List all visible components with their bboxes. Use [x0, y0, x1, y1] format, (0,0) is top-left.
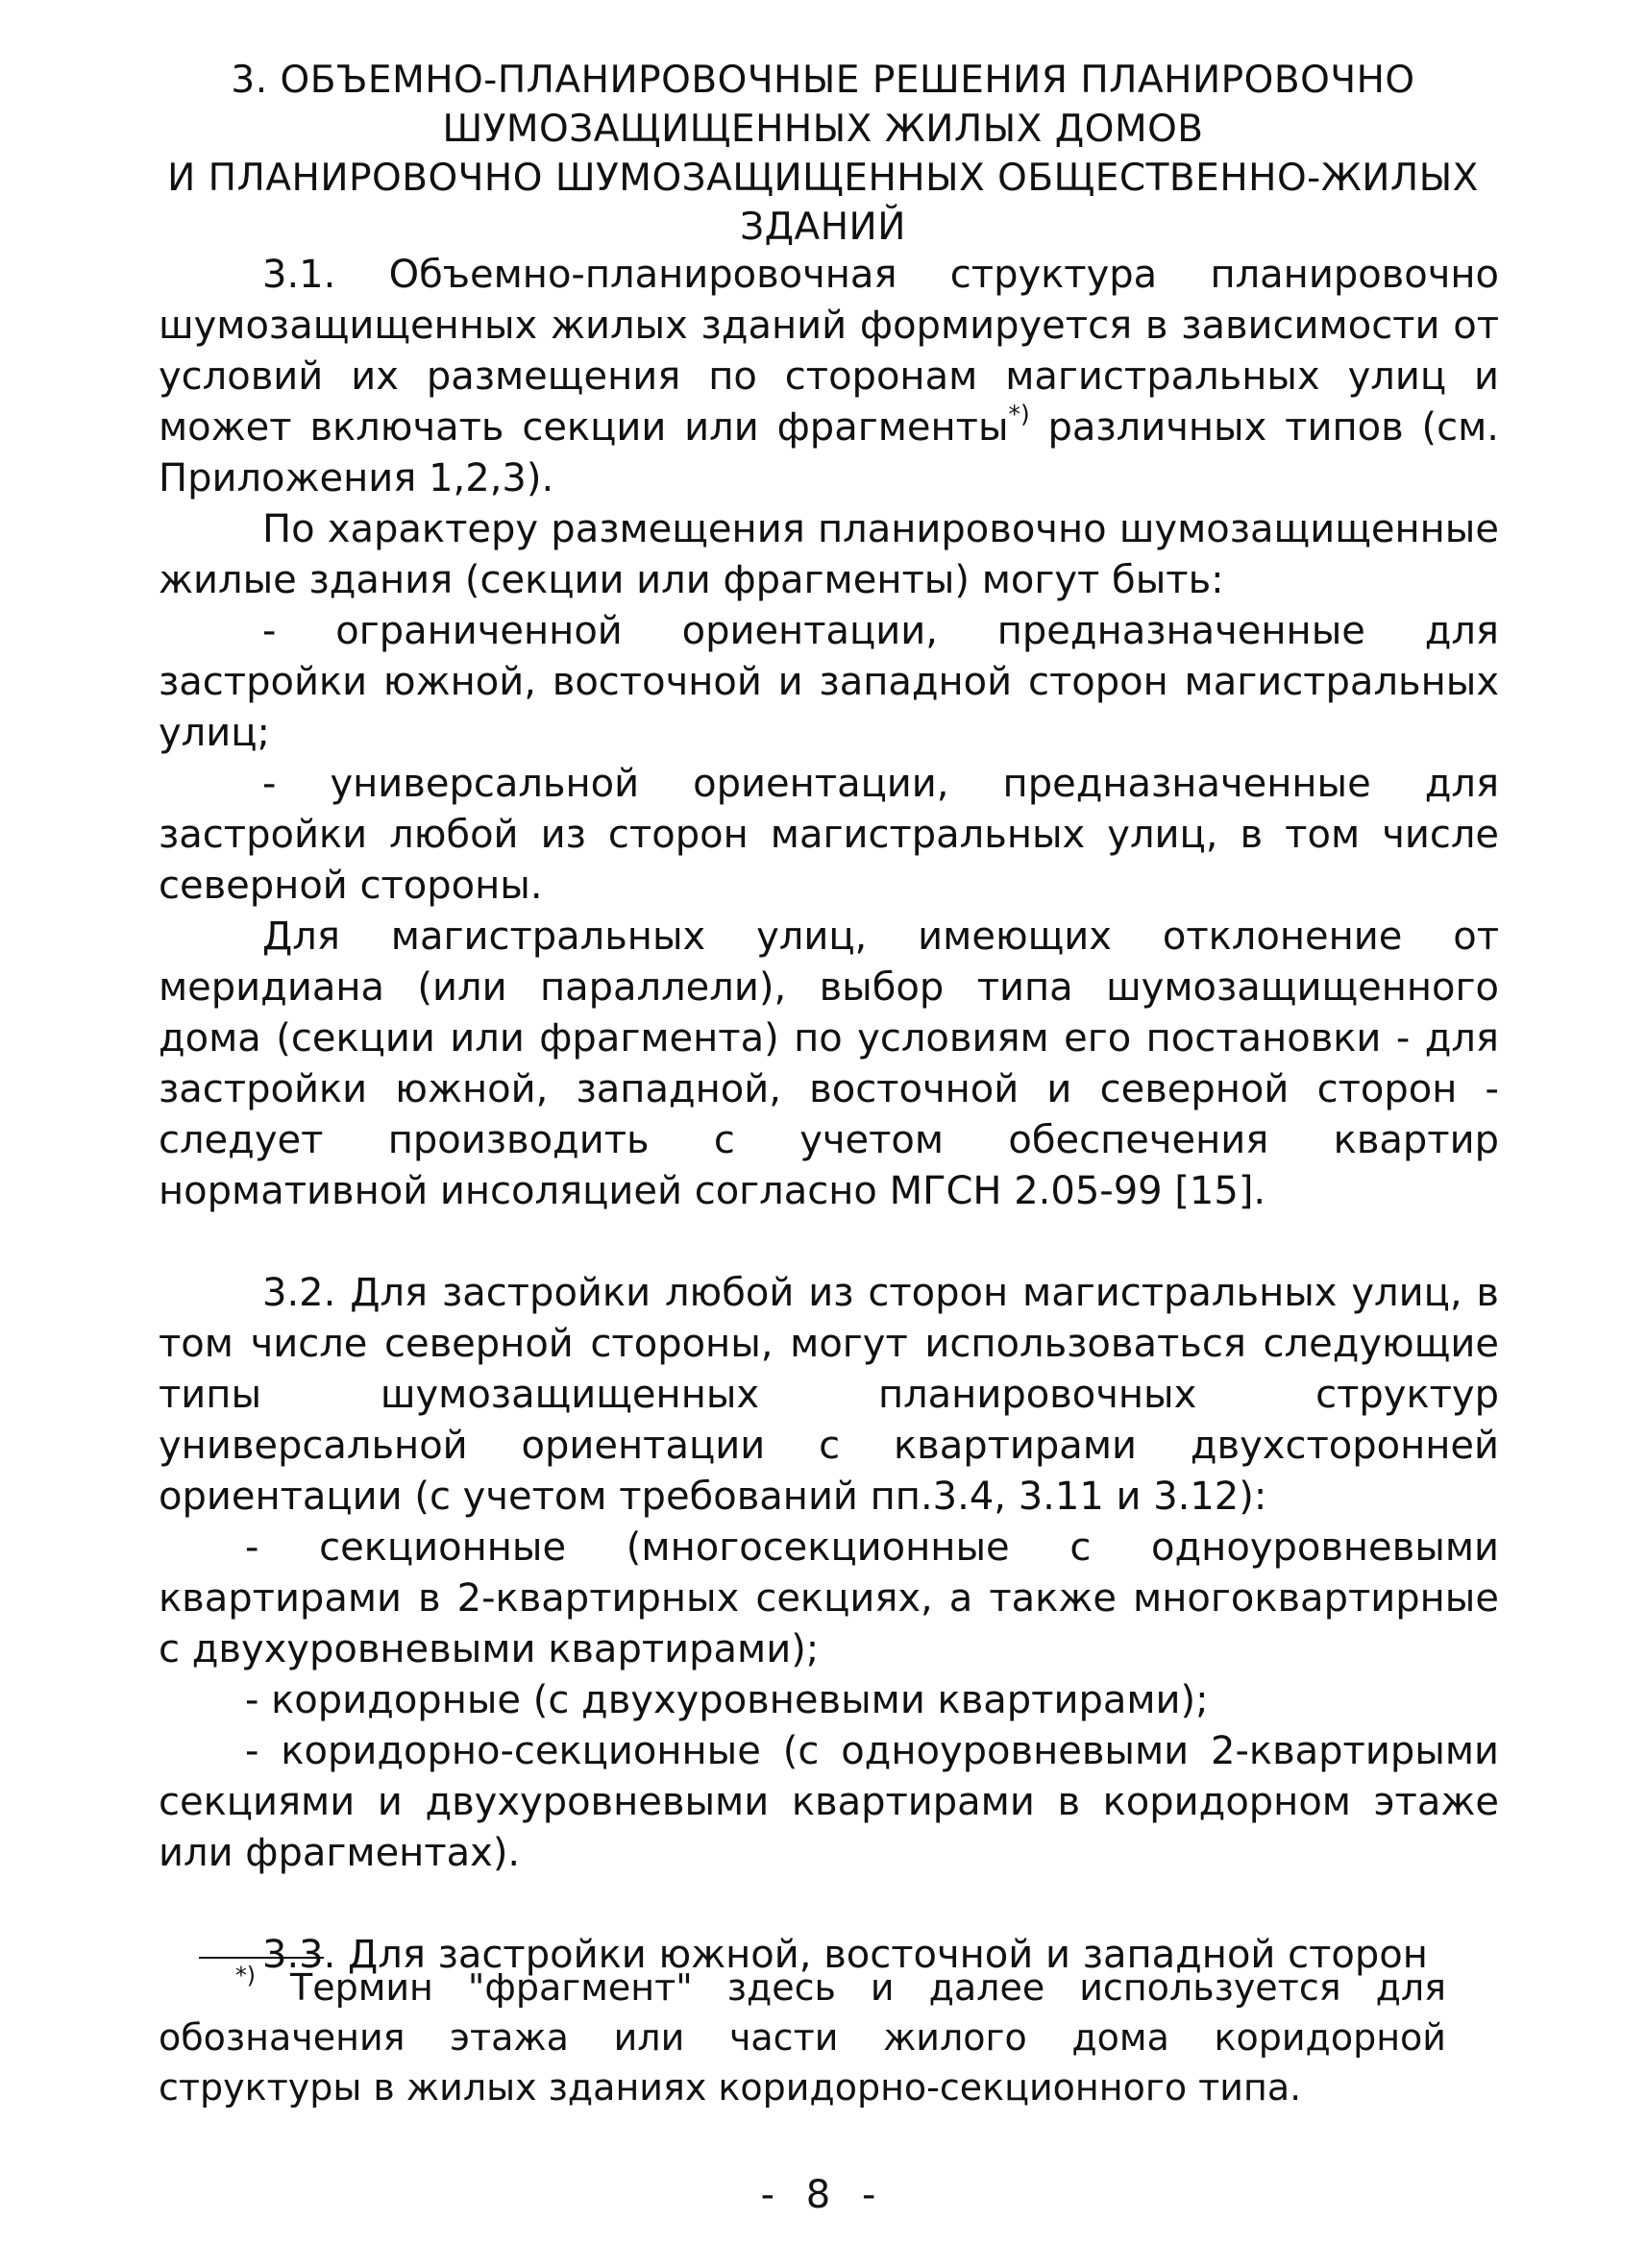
- list-item-corridor: - коридорные (с двухуровневыми квартирами);: [245, 1678, 1209, 1722]
- paragraph-3-3: 3.3. Для застройки южной, восточной и западной сторон: [262, 1933, 1428, 1977]
- heading-line-3: И ПЛАНИРОВОЧНО ШУМОЗАЩИЩЕННЫХ ОБЩЕСТВЕННО-ЖИЛЫХ ЗДАНИЙ: [167, 157, 1479, 249]
- list-item-limited-orientation: - ограниченной ориентации, предназначенные для застройки южной, восточной и западной сторон магистральных улиц;: [159, 609, 1499, 755]
- paragraph-placement-types: По характеру размещения планировочно шумозащищенные жилые здания (секции или фрагменты) могут быть:: [159, 507, 1499, 602]
- paragraph-text: различных типов (см. Приложения 1,2,3).: [159, 405, 1499, 500]
- footnote: [159, 1963, 1446, 2112]
- heading-line-2: ШУМОЗАЩИЩЕННЫХ ЖИЛЫХ ДОМОВ: [442, 108, 1204, 151]
- footnote-mark: *): [235, 1962, 256, 1989]
- footnote-text: Термин "фрагмент" здесь и далее используется для обозначения этажа или части жилого дома коридорной структуры в жилых зданиях коридорно-секционного типа.: [159, 1966, 1446, 2109]
- body-text: [159, 250, 1499, 1981]
- heading-line-1: 3. ОБЪЕМНО-ПЛАНИРОВОЧНЫЕ РЕШЕНИЯ ПЛАНИРОВОЧНО: [231, 59, 1415, 102]
- list-item-universal-orientation: - универсальной ориентации, предназначенные для застройки любой из сторон магистральных улиц, в том числе северной стороны.: [159, 762, 1499, 908]
- footnote-paragraph: [159, 1963, 1446, 2112]
- section-heading: [144, 56, 1502, 252]
- list-item-sectional: - секционные (многосекционные с одноуровневыми квартирами в 2-квартирных секциях, а также многоквартирные с двухуровневыми квартирами);: [159, 1525, 1499, 1671]
- paragraph-meridian-deviation: Для магистральных улиц, имеющих отклонение от меридиана (или параллели), выбор типа шумозащищенного дома (секции или фрагмента) по условиям его постановки - для застройки южной, западной, восточной и северной сторон - следует производить с учетом обеспечения квартир нормативной инсоляцией согласно МГСН 2.05-99 [15].: [159, 915, 1499, 1213]
- paragraph-3-2: 3.2. Для застройки любой из сторон магистральных улиц, в том числе северной стороны, могут использоваться следующие типы шумозащищенных планировочных структур универсальной ориентации с квартирами двухсторонней ориентации (с учетом требований пп.3.4, 3.11 и 3.12):: [159, 1271, 1499, 1519]
- paragraph-text: 3.1. Объемно-планировочная структура планировочно шумозащищенных жилых зданий формируется в зависимости от условий их размещения по сторонам магистральных улиц и может включать секции или фрагменты: [159, 253, 1499, 450]
- page-number: - 8 -: [760, 2173, 886, 2217]
- paragraph-3-1: [159, 250, 1499, 504]
- footnote-reference-mark: *): [1008, 400, 1030, 428]
- list-item-corridor-sectional: - коридорно-секционные (с одноуровневыми 2-квартирыми секциями и двухуровневыми квартирами в коридорном этаже или фрагментах).: [159, 1729, 1499, 1875]
- footnote-divider: [199, 1957, 324, 1959]
